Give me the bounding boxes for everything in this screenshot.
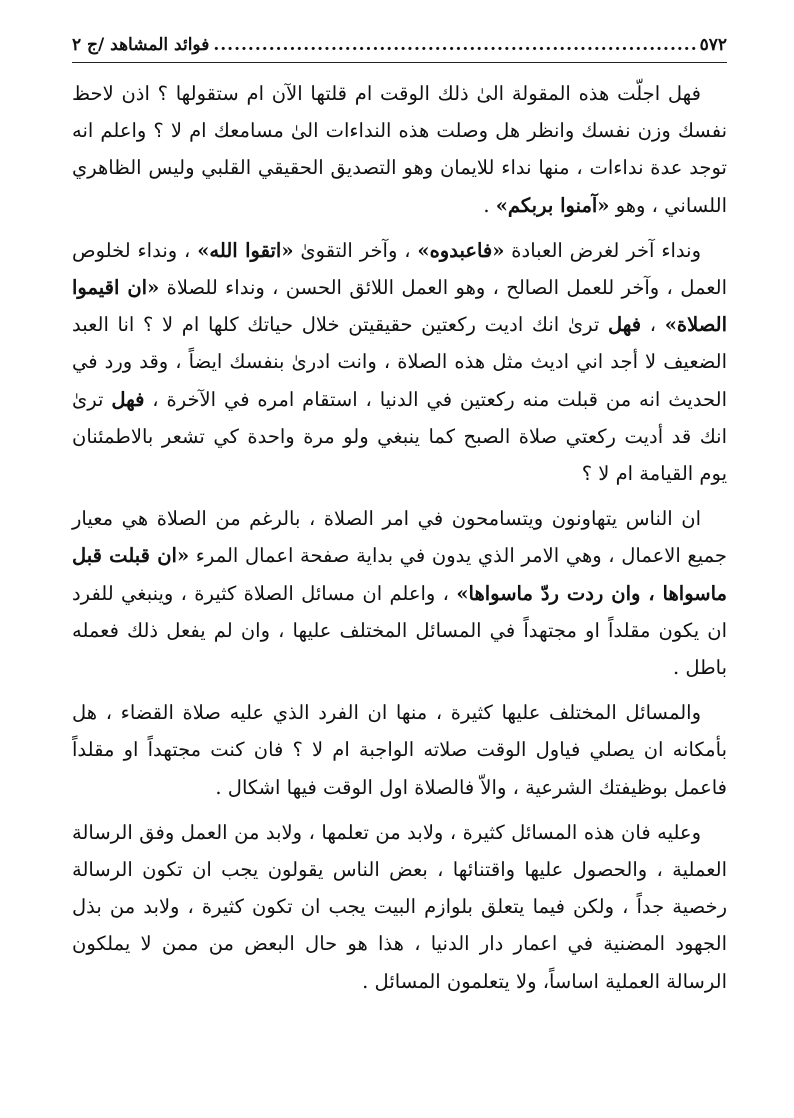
emphasized-text: «اتقوا الله»: [197, 238, 294, 262]
emphasized-text: فهل: [607, 313, 642, 337]
paragraph: [72, 75, 727, 224]
paragraph: [72, 500, 727, 686]
emphasized-text: «فاعبدوه»: [417, 238, 505, 262]
text-run: .: [483, 193, 496, 217]
emphasized-text: «آمنوا بربكم»: [495, 193, 610, 217]
text-run: ، واعلم ان مسائل الصلاة كثيرة ، وينبغي للفرد ان يكون مقلداً او مجتهداً في المسائل المختلف عليها ، وان لم يفعل ذلك فعمله باطل .: [72, 581, 727, 680]
text-run: والمسائل المختلف عليها كثيرة ، منها ان الفرد الذي عليه صلاة القضاء ، هل بأمكانه ان يصلي فياول الوقت صلاته الواجبة ام لا ؟ فان كنت مجتهداً او مقلداً فاعمل بوظيفتك الشرعية ، والاّ فالصلاة اول الوقت فيها اشكال .: [72, 701, 727, 799]
leader-dots: [213, 28, 695, 62]
paragraph: [72, 232, 727, 492]
text-run: ونداء آخر لغرض العبادة: [504, 238, 701, 262]
text-run: ان الناس يتهاونون ويتسامحون في امر الصلاة ، بالرغم من الصلاة هي معيار جميع الاعمال ، وهي الامر الذي يدون في بداية صفحة اعمال المرء: [72, 507, 727, 568]
emphasized-text: فهل: [111, 387, 145, 411]
running-title: فوائد المشاهد /ج ٢: [72, 35, 210, 55]
text-run: ، ونداء لخلوص العمل ، وآخر للعمل الصالح ، وهو العمل اللائق الحسن ، ونداء للصلاة: [72, 238, 728, 300]
text-run: ، وآخر التقوىٰ: [293, 238, 418, 262]
body-text: [72, 75, 727, 1000]
text-run: ترىٰ انك اديت ركعتين حقيقيتن خلال حياتك كلها ام لا ؟ انا العبد الضعيف لا أجد اني اديث مثل هذه الصلاة ، وانت ادرىٰ بنفسك ايضاً ، وقد ورد في الحديث انه من قبلت منه ركعتين في الدنيا ، استقام امره في الآخرة ،: [72, 313, 727, 411]
paragraph: [72, 694, 727, 806]
running-header: [72, 28, 727, 63]
page-number: ٥٧٢: [699, 35, 727, 55]
book-page: [72, 28, 727, 1008]
paragraph: [72, 814, 727, 1000]
emphasized-text: «ان قبلت قبل ماسواها ، وان ردت ردّ ماسواها»: [72, 544, 727, 605]
text-run: ،: [641, 313, 665, 337]
emphasized-text: «ان اقيموا الصلاة»: [72, 276, 727, 337]
text-run: وعليه فان هذه المسائل كثيرة ، ولابد من تعلمها ، ولابد من العمل وفق الرسالة العملية ، والحصول عليها واقتنائها ، بعض الناس يقولون يجب ان تكون الرسالة رخصية جداً ، ولكن فيما يتعلق بلوازم البيت يجب ان تكون كثيرة ، ولابد من بذل الجهود المضنية في اعمار دار الدنيا ، هذا هو حال البعض من ممن لا يملكون الرسالة العملية اساساً، ولا يتعلمون المسائل .: [72, 820, 727, 993]
text-run: ترىٰ انك قد أديت ركعتي صلاة الصبح كما ينبغي ولو مرة واحدة كي تشعر بالاطمئنان يوم القيامة ام لا ؟: [72, 387, 727, 486]
text-run: فهل اجلّت هذه المقولة الىٰ ذلك الوقت ام قلتها الآن ام ستقولها ؟ اذن لاحظ نفسك وزن نفسك وانظر هل وصلت هذه النداءات الىٰ مسامعك ام لا ؟ واعلم انه توجد عدة نداءات ، منها نداء للايمان وهو التصديق الحقيقي القلبي وليس الظاهري اللساني ، وهو: [72, 82, 727, 217]
